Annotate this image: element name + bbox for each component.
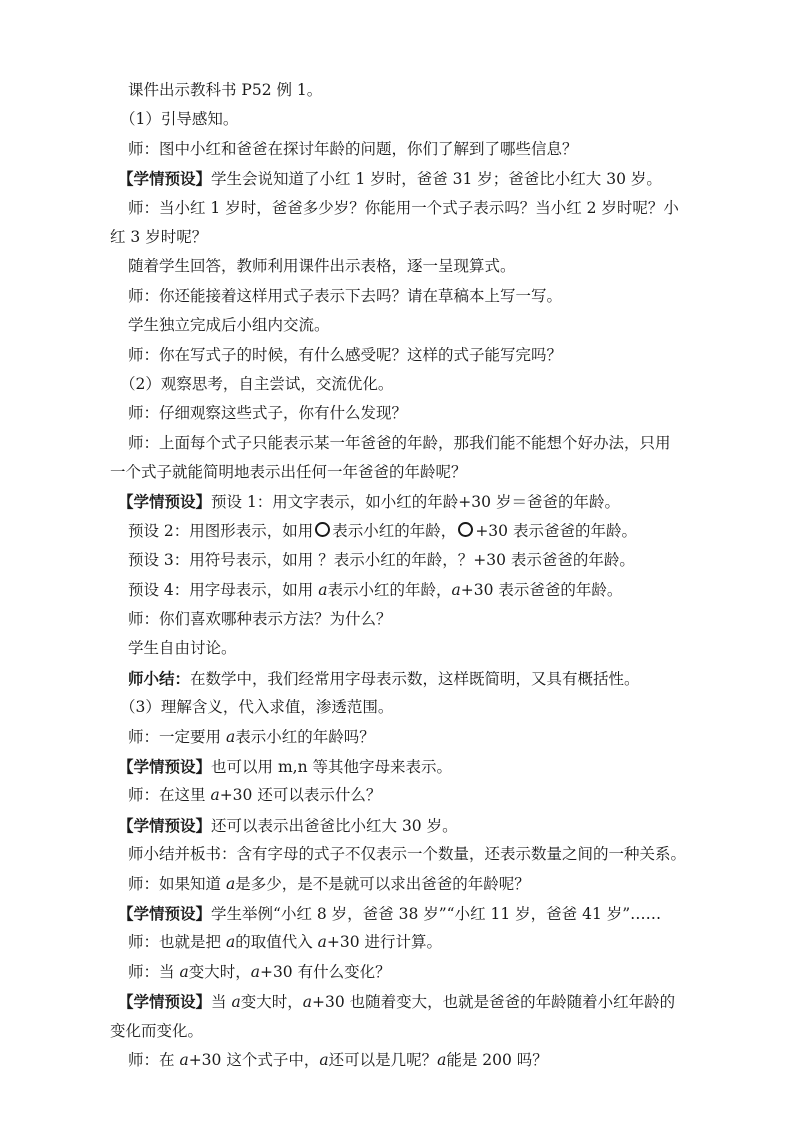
paragraph [110,958,710,987]
text: 师：在这里 [128,786,211,805]
variable-a: a [317,933,327,952]
text: +30 有什么变化？ [259,962,391,981]
paragraph [110,576,710,605]
text: （2）观察思考，自主尝试，交流优化。 [120,374,394,393]
text: 师：你们喜欢哪种表示方法？为什么？ [128,610,392,629]
variable-a: a [318,580,328,599]
paragraph [110,840,710,869]
text: 是多少，是不是就可以求出爸爸的年龄呢？ [235,874,530,893]
text: 能是 200 吗？ [446,1050,548,1069]
text: 变化而变化。 [110,1021,204,1040]
preset-label: 【学情预设】 [118,903,212,923]
paragraph [110,987,710,1016]
paragraph [110,605,710,634]
text: 的取值代入 [235,933,318,952]
text: 师：如果知道 [128,874,226,893]
paragraph-continuation [110,1017,710,1046]
paragraph [110,781,710,810]
paragraph [110,634,710,663]
text: 学生自由讨论。 [128,639,237,658]
variable-a: a [437,1050,447,1069]
variable-a: a [210,786,220,805]
variable-a: a [225,874,236,893]
variable-a: a [451,580,461,599]
paragraph [110,664,710,693]
variable-a: a [225,933,236,952]
text: 师：当 [128,962,180,981]
text: 师：你还能接着这样用式子表示下去吗？请在草稿本上写一写。 [128,286,563,305]
paragraph [110,870,710,899]
circle-icon [458,522,473,537]
text: 师：仔细观察这些式子，你有什么发现？ [128,404,408,423]
text: 师小结并板书：含有字母的式子不仅表示一个数量，还表示数量之间的一种关系。 [128,845,687,864]
lesson-body [110,76,710,1075]
paragraph [110,164,710,193]
variable-a: a [231,993,241,1012]
text: 学生举例“小红 8 岁，爸爸 38 岁”“小红 11 岁，爸爸 41 岁”…… [211,904,662,923]
variable-a: a [179,1050,189,1069]
text: 师：图中小红和爸爸在探讨年龄的问题，你们了解到了哪些信息？ [128,139,578,158]
paragraph [110,899,710,928]
paragraph [110,341,710,370]
section-heading [110,370,710,399]
preset-label: 【学情预设】 [118,492,212,512]
text: 预设 4：用字母表示，如用 [128,580,319,599]
paragraph [110,811,710,840]
text: 表示小红的年龄， [327,580,452,599]
preset-label: 【学情预设】 [118,169,212,189]
text: 一个式子就能简明地表示出任何一年爸爸的年龄呢？ [110,463,467,482]
paragraph [110,517,710,546]
paragraph [110,546,710,575]
variable-a: a [319,1050,329,1069]
section-heading [110,693,710,722]
text: 当 [211,993,232,1012]
paragraph-continuation [110,458,710,487]
paragraph [110,399,710,428]
paragraph [110,928,710,957]
text: 师：你在写式子的时候，有什么感受呢？这样的式子能写完吗？ [128,345,563,364]
variable-a: a [179,962,189,981]
paragraph-continuation [110,223,710,252]
text: 表示小红的年龄， [332,521,457,540]
paragraph [110,282,710,311]
text: 预设 1：用文字表示，如小红的年龄+30 岁＝爸爸的年龄。 [211,493,620,512]
text: 变大时， [240,993,303,1012]
paragraph [110,1046,710,1075]
text: 还可以是几呢？ [328,1050,438,1069]
summary-label: 师小结： [128,668,191,688]
preset-label: 【学情预设】 [118,756,212,776]
text: 师：一定要用 [128,727,226,746]
paragraph [110,311,710,340]
variable-a: a [302,993,312,1012]
preset-label: 【学情预设】 [118,815,212,835]
text: 也可以用 m,n 等其他字母来表示。 [211,757,452,776]
text: 学生会说知道了小红 1 岁时，爸爸 31 岁；爸爸比小红大 30 岁。 [211,170,662,189]
paragraph [110,135,710,164]
paragraph [110,429,710,458]
variable-a: a [225,727,236,746]
text: 变大时， [188,962,251,981]
text: +30 还可以表示什么？ [219,786,382,805]
text: 红 3 岁时呢？ [110,227,208,246]
paragraph [110,723,710,752]
text: 师：上面每个式子只能表示某一年爸爸的年龄，那我们能不能想个好办法，只用 [128,433,671,452]
text: +30 这个式子中， [188,1050,320,1069]
paragraph [110,252,710,281]
variable-a: a [250,962,260,981]
text: +30 表示爸爸的年龄。 [475,521,637,540]
paragraph [110,752,710,781]
text: +30 进行计算。 [326,933,443,952]
circle-icon [315,522,330,537]
paragraph [110,487,710,516]
text: 师：在 [128,1050,180,1069]
text: 随着学生回答，教师利用课件出示表格，逐一呈现算式。 [128,257,516,276]
text: 预设 3：用符号表示，如用 ？表示小红的年龄，？+30 表示爸爸的年龄。 [128,551,635,570]
section-heading [110,105,710,134]
text: 表示小红的年龄吗？ [235,727,375,746]
text: 还可以表示出爸爸比小红大 30 岁。 [211,816,458,835]
text: （3）理解含义，代入求值，渗透范围。 [120,698,394,717]
preset-label: 【学情预设】 [118,992,212,1012]
paragraph [110,194,710,223]
paragraph [110,76,710,105]
text: +30 也随着变大，也就是爸爸的年龄随着小红年龄的 [311,993,676,1012]
text: +30 表示爸爸的年龄。 [460,580,623,599]
text: 师：也就是把 [128,933,226,952]
text: 在数学中，我们经常用字母表示数，这样既简明，又具有概括性。 [190,669,640,688]
text: 课件出示教科书 P52 例 1。 [128,81,323,99]
text: 师：当小红 1 岁时，爸爸多少岁？你能用一个式子表示吗？当小红 2 岁时呢？小 [128,198,679,217]
text: （1）引导感知。 [120,110,239,129]
text: 预设 2：用图形表示，如用 [128,521,314,540]
text: 学生独立完成后小组内交流。 [128,316,330,335]
